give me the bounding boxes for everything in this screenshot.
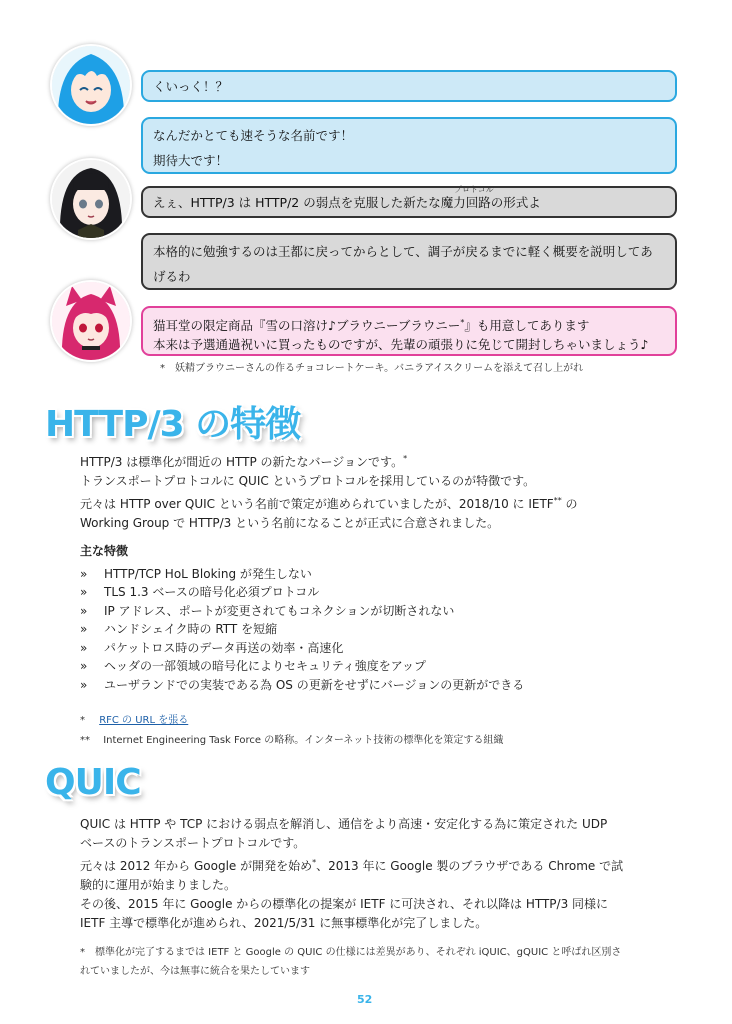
- footnote-mark: **: [553, 496, 562, 505]
- footnote-quic: [80, 943, 680, 981]
- bullet-icon: »: [80, 622, 88, 636]
- features-list: [80, 565, 524, 695]
- speech-text: なんだかとても速そうな名前です！: [153, 128, 354, 143]
- avatar-blue-hair-girl: [52, 46, 130, 124]
- paragraph-text: Working Group で HTTP/3 という名前になることが正式に合意されました。: [80, 516, 500, 530]
- list-item: » ユーザランドでの実装である為 OS の更新をせずにバージョンの更新ができる: [80, 676, 524, 695]
- footnote-2: [80, 731, 503, 746]
- paragraph-text: の: [561, 497, 578, 511]
- rfc-url-link[interactable]: RFC の URL を張る: [99, 715, 189, 726]
- footnote-mark: *: [80, 715, 85, 726]
- dialogue-footnote: * 妖精ブラウニーさんの作るチョコレートケーキ。バニラアイスクリームを添えて召し上がれ: [160, 363, 584, 374]
- bullet-icon: »: [80, 677, 88, 692]
- footnote-mark: *: [312, 858, 317, 867]
- speech-bubble-5: [141, 306, 677, 356]
- paragraph-text: その後、2015 年に Google からの標準化の提案が IETF に可決され、それ以降は HTTP/3 同様に: [80, 897, 609, 911]
- speech-text: 猫耳堂の限定商品『雪の口溶け♪ブラウニーブラウニー: [153, 318, 461, 334]
- speech-text: 本格的に勉強するのは王都に戻ってからとして、調子が戻るまでに軽く概要を説明してあ: [153, 244, 653, 259]
- avatar-pink-hair-catgirl: [52, 282, 130, 360]
- speech-bubble-1: [141, 70, 677, 102]
- paragraph-text: QUIC は HTTP や TCP における弱点を解消し、通信をより高速・安定化する為に策定された UDP: [80, 817, 608, 831]
- features-list-block: [80, 542, 524, 694]
- paragraph-text: 元々は 2012 年から Google が開発を始め: [80, 859, 313, 873]
- speech-bubble-4: [141, 233, 677, 290]
- avatar-black-hair-girl: [52, 160, 130, 238]
- features-title: 主な特徴: [80, 544, 129, 558]
- speech-text: えぇ、HTTP/3 は HTTP/2 の弱点を克服した新たな魔力回路の形式よ: [153, 195, 541, 210]
- section-quic-body: [80, 815, 670, 933]
- section-heading-quic: QUIC: [45, 762, 141, 803]
- section-http3-body: [80, 449, 670, 533]
- list-item: » HTTP/TCP HoL Bloking が発生しない: [80, 565, 524, 584]
- bullet-icon: »: [80, 659, 88, 673]
- list-item: » ハンドシェイク時の RTT を短縮: [80, 620, 524, 639]
- footnote-mark: *: [460, 318, 465, 327]
- paragraph-text: ベースのトランスポートプロトコルです。: [80, 836, 306, 850]
- bullet-icon: »: [80, 585, 88, 599]
- speech-text: 』も用意してあります: [464, 318, 590, 334]
- list-item: » パケットロス時のデータ再送の効率・高速化: [80, 639, 524, 658]
- bullet-icon: »: [80, 640, 88, 655]
- footnote-mark: **: [80, 735, 90, 746]
- paragraph-text: 元々は HTTP over QUIC という名前で策定が進められていましたが、2018/10 に IETF: [80, 497, 554, 511]
- footnote-text: Internet Engineering Task Force の略称。インターネット技術の標準化を策定する組織: [103, 735, 504, 746]
- footnote-text: * 標準化が完了するまでは IETF と Google の QUIC の仕様には差異があり、それぞれ iQUIC、gQUIC と呼ばれ区別さ: [80, 947, 622, 958]
- paragraph-text: 験的に運用が始まりました。: [80, 878, 237, 892]
- speech-text: げるわ: [153, 269, 191, 284]
- paragraph-text: 、2013 年に Google 製のブラウザである Chrome で試: [316, 859, 624, 873]
- speech-bubble-2: [141, 117, 677, 174]
- speech-bubble-3: [141, 186, 677, 218]
- list-item: » TLS 1.3 ベースの暗号化必須プロトコル: [80, 583, 524, 602]
- speech-text: 期待大です！: [153, 153, 229, 168]
- bullet-icon: »: [80, 566, 88, 581]
- paragraph-text: HTTP/3 は標準化が間近の HTTP の新たなバージョンです。: [80, 455, 404, 469]
- bullet-icon: »: [80, 603, 88, 618]
- ruby-annotation: プロトコル: [454, 185, 494, 194]
- paragraph-text: トランスポートプロトコルに QUIC というプロトコルを採用しているのが特徴です。: [80, 474, 536, 488]
- page-number: 52: [357, 993, 373, 1006]
- speech-text: 本来は予選通過祝いに買ったものですが、先輩の頑張りに免じて開封しちゃいましょう♪: [153, 337, 649, 353]
- footnote-mark: *: [403, 454, 408, 463]
- footnote-text: れていましたが、今は無事に統合を果たしています: [80, 966, 310, 977]
- list-item: » IP アドレス、ポートが変更されてもコネクションが切断されない: [80, 602, 524, 621]
- footnote-1: [80, 711, 188, 726]
- list-item: » ヘッダの一部領域の暗号化によりセキュリティ強度をアップ: [80, 657, 524, 676]
- section-heading-http3: HTTP/3 の特徴: [45, 404, 301, 445]
- speech-text: くいっく！？: [153, 79, 229, 94]
- paragraph-text: IETF 主導で標準化が進められ、2021/5/31 に無事標準化が完了しました。: [80, 916, 488, 930]
